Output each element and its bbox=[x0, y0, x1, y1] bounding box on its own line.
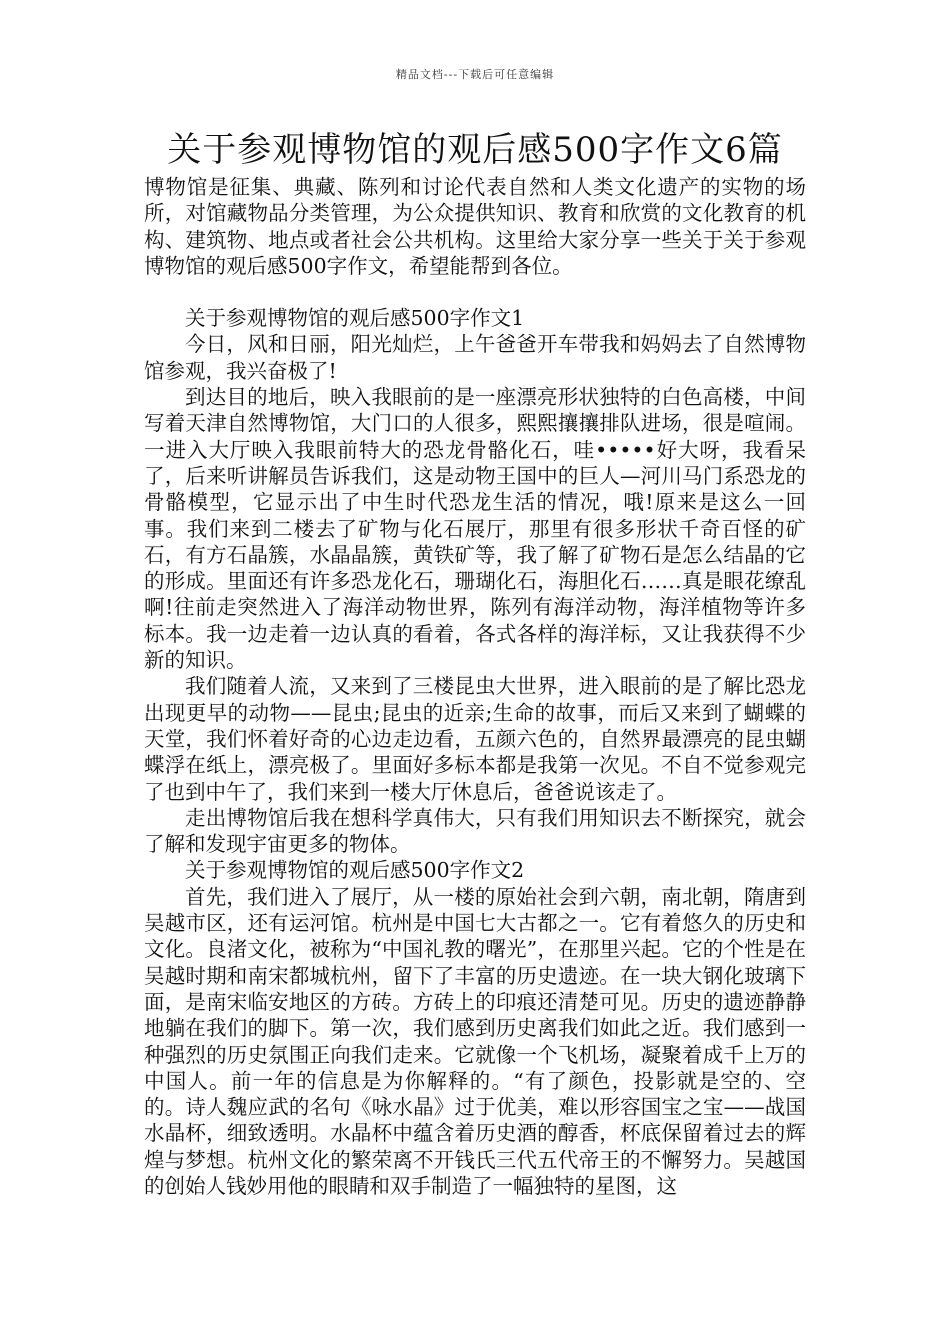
section-1-paragraph: 我们随着人流，又来到了三楼昆虫大世界，进入眼前的是了解比恐龙出现更早的动物——昆虫;昆虫的近亲;生命的故事，而后又来到了蝴蝶的天堂，我们怀着好奇的心边走边看，五颜六色的，自然界最漂亮的昆虫蝴蝶浮在纸上，漂亮极了。里面好多标本都是我第一次见。不自不觉参观完了也到中午了，我们来到一楼大厅休息后，爸爸说该走了。 bbox=[144, 674, 806, 804]
document-body bbox=[144, 174, 806, 1199]
section-2-paragraph: 首先，我们进入了展厅，从一楼的原始社会到六朝，南北朝，隋唐到吴越市区，还有运河馆。杭州是中国七大古都之一。它有着悠久的历史和文化。良渚文化，被称为“中国礼教的曙光”，在那里兴起。它的个性是在吴越时期和南宋都城杭州，留下了丰富的历史遗迹。在一块大钢化玻璃下面，是南宋临安地区的方砖。方砖上的印痕还清楚可见。历史的遗迹静静地躺在我们的脚下。第一次，我们感到历史离我们如此之近。我们感到一种强烈的历史氛围正向我们走来。它就像一个飞机场，凝聚着成千上万的中国人。前一年的信息是为你解释的。“有了颜色，投影就是空的、空的。诗人魏应武的名句《咏水晶》过于优美，难以形容国宝之宝——战国水晶杯，细致透明。水晶杯中蕴含着历史酒的醇香，杯底保留着过去的辉煌与梦想。杭州文化的繁荣离不开钱氏三代五代帝王的不懈努力。吴越国的创始人钱妙用他的眼睛和双手制造了一幅独特的星图，这 bbox=[144, 884, 806, 1198]
document-title: 关于参观博物馆的观后感500字作文6篇 bbox=[167, 130, 783, 170]
paragraph-gap bbox=[144, 279, 806, 305]
section-1-heading: 关于参观博物馆的观后感500字作文1 bbox=[185, 306, 525, 331]
section-1-paragraph: 到达目的地后，映入我眼前的是一座漂亮形状独特的白色高楼，中间写着天津自然博物馆，大门口的人很多，熙熙攘攘排队进场，很是喧闹。一进入大厅映入我眼前特大的恐龙骨骼化石，哇•••••好大呀，我看呆了，后来听讲解员告诉我们，这是动物王国中的巨人—河川马门系恐龙的骨骼模型，它显示出了中生时代恐龙生活的情况，哦!原来是这么一回事。我们来到二楼去了矿物与化石展厅，那里有很多形状千奇百怪的矿石，有方石晶簇，水晶晶簇，黄铁矿等，我了解了矿物石是怎么结晶的它的形成。里面还有许多恐龙化石，珊瑚化石，海胆化石……真是眼花缭乱啊!往前走突然进入了海洋动物世界，陈列有海洋动物，海洋植物等许多标本。我一边走着一边认真的看着，各式各样的海洋标，又让我获得不少新的知识。 bbox=[144, 385, 806, 673]
section-1-paragraph: 今日，风和日丽，阳光灿烂，上午爸爸开车带我和妈妈去了自然博物馆参观，我兴奋极了! bbox=[144, 332, 806, 383]
section-2-heading: 关于参观博物馆的观后感500字作文2 bbox=[185, 858, 525, 883]
section-1-paragraph: 走出博物馆后我在想科学真伟大，只有我们用知识去不断探究，就会了解和发现宇宙更多的物体。 bbox=[144, 805, 806, 857]
intro-paragraph: 博物馆是征集、典藏、陈列和讨论代表自然和人类文化遗产的实物的场所，对馆藏物品分类管理，为公众提供知识、教育和欣赏的文化教育的机构、建筑物、地点或者社会公共机构。这里给大家分享一些关于关于参观博物馆的观后感500字作文，希望能帮到各位。 bbox=[144, 175, 806, 278]
page-header: 精品文档---下载后可任意编辑 bbox=[395, 68, 555, 81]
